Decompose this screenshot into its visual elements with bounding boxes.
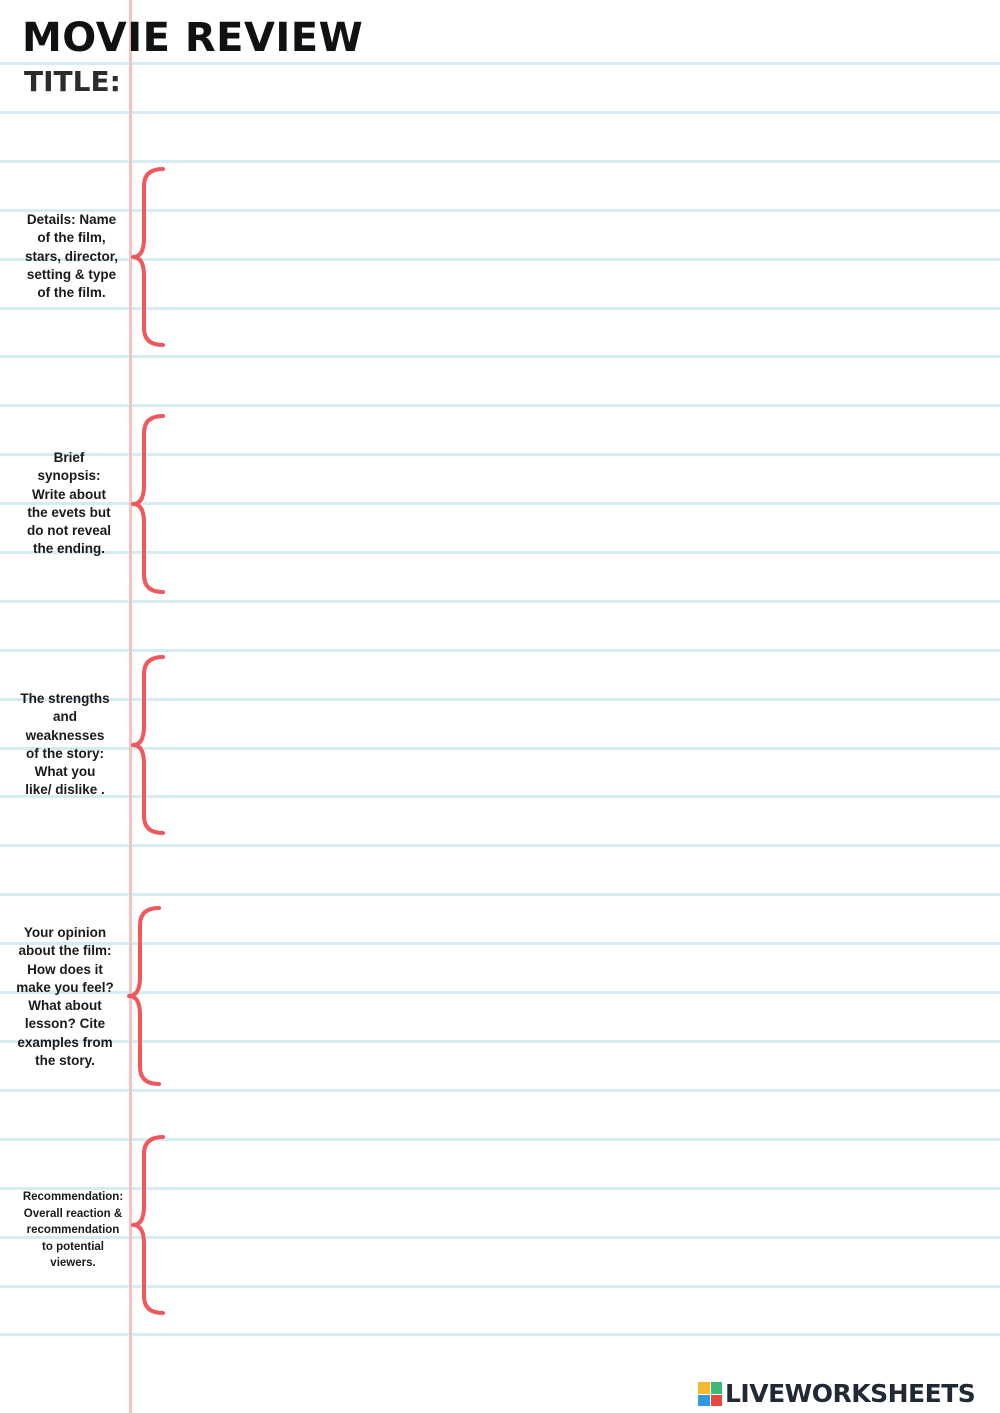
curly-brace-icon (128, 1134, 168, 1316)
ruled-line (0, 893, 1000, 896)
section-label-synopsis: Brief synopsis: Write about the evets but do not reveal the ending. (26, 450, 112, 557)
title-label: TITLE: (24, 65, 121, 98)
ruled-line (0, 111, 1000, 114)
opinion-answer-area[interactable] (175, 905, 975, 1085)
ruled-line (0, 355, 1000, 358)
liveworksheets-logo (698, 1380, 975, 1408)
curly-brace-icon (128, 413, 168, 595)
ruled-line (0, 844, 1000, 847)
section-label-details: Details: Name of the film, stars, director, setting & type of the film. (24, 212, 119, 301)
liveworksheets-logo-text: LIVEWORKSHEETS (725, 1379, 976, 1408)
ruled-line (0, 404, 1000, 407)
synopsis-answer-area[interactable] (175, 413, 975, 593)
worksheet-heading: MOVIE REVIEW (22, 15, 364, 61)
section-label-strengths-weaknesses: The strengths and weaknesses of the story: What you like/ dislike . (20, 691, 110, 798)
details-answer-area[interactable] (175, 166, 975, 346)
ruled-line (0, 1089, 1000, 1092)
recommendation-answer-area[interactable] (175, 1134, 975, 1314)
curly-brace-icon (124, 905, 164, 1087)
curly-brace-icon (128, 166, 168, 348)
liveworksheets-logo-icon (698, 1382, 722, 1406)
section-label-recommendation: Recommendation: Overall reaction & recommendation to potential viewers. (22, 1191, 124, 1269)
ruled-line (0, 1333, 1000, 1336)
ruled-line (0, 160, 1000, 163)
ruled-line (0, 649, 1000, 652)
section-label-opinion: Your opinion about the film: How does it make you feel? What about lesson? Cite examples from the story. (16, 925, 114, 1069)
curly-brace-icon (128, 654, 168, 836)
title-answer-area[interactable] (175, 62, 975, 102)
strengths-answer-area[interactable] (175, 654, 975, 834)
ruled-line (0, 600, 1000, 603)
